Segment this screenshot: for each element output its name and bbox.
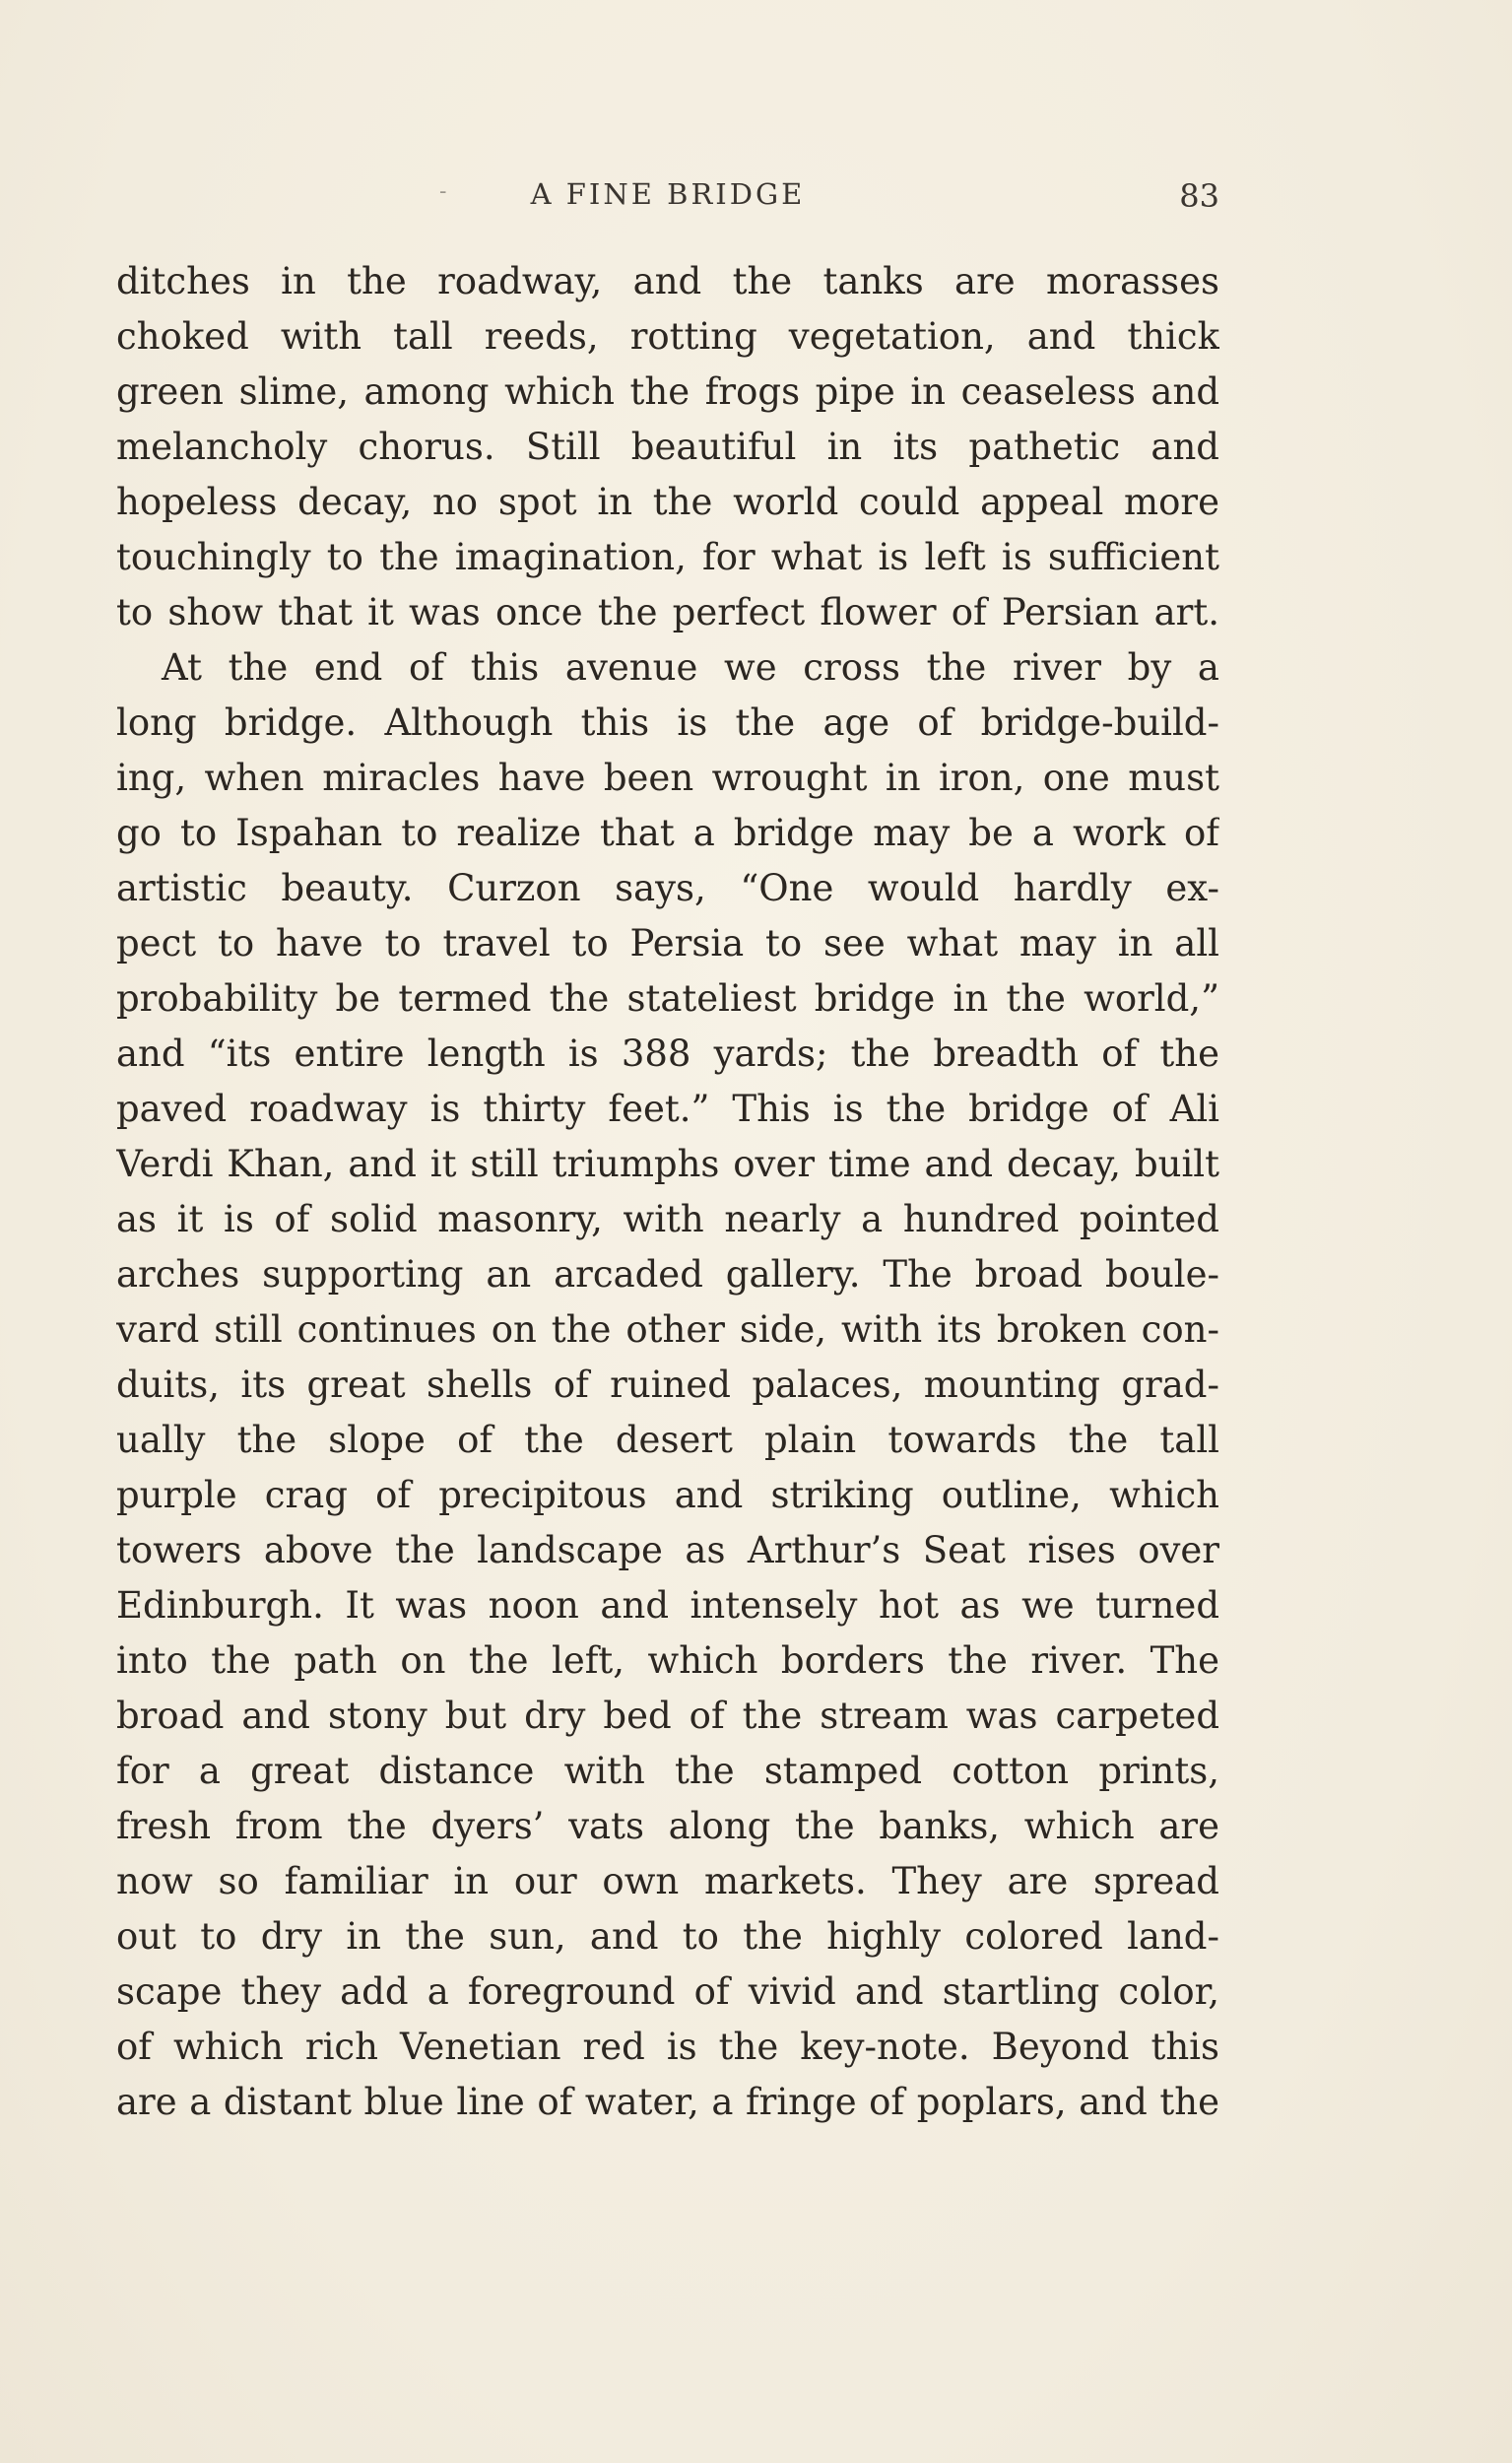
text-line: touchingly to the imagination, for what is left is sufficient [116, 536, 1219, 578]
header-dash: - [439, 179, 447, 204]
text-line: towers above the landscape as Arthur’s Seat rises over [116, 1529, 1219, 1571]
text-line-paragraph-start: At the end of this avenue we cross the river by a [162, 646, 1219, 689]
text-line: pect to have to travel to Persia to see what may in all [116, 922, 1219, 965]
text-line: and “its entire length is 388 yards; the breadth of the [116, 1032, 1219, 1075]
text-line: of which rich Venetian red is the key-note. Beyond this [116, 2026, 1219, 2068]
text-line: vard still continues on the other side, with its broken con- [116, 1308, 1219, 1351]
text-line: for a great distance with the stamped cotton prints, [116, 1750, 1219, 1792]
body-text [116, 254, 1219, 2130]
text-line: artistic beauty. Curzon says, “One would hardly ex- [116, 867, 1219, 909]
text-line: to show that it was once the perfect flower of Persian art. [116, 591, 1219, 633]
text-line: melancholy chorus. Still beautiful in its pathetic and [116, 426, 1219, 468]
text-line: choked with tall reeds, rotting vegetation, and thick [116, 315, 1219, 358]
text-line: arches supporting an arcaded gallery. The broad boule- [116, 1253, 1219, 1296]
text-line: Verdi Khan, and it still triumphs over time and decay, built [116, 1143, 1219, 1185]
running-head [116, 175, 1219, 215]
text-line: hopeless decay, no spot in the world could appeal more [116, 481, 1219, 523]
text-line: scape they add a foreground of vivid and startling color, [116, 1970, 1219, 2013]
text-line: paved roadway is thirty feet.” This is the bridge of Ali [116, 1088, 1219, 1130]
text-line: are a distant blue line of water, a fringe of poplars, and the [116, 2081, 1219, 2123]
text-line: go to Ispahan to realize that a bridge may be a work of [116, 812, 1219, 854]
text-line: ually the slope of the desert plain towards the tall [116, 1419, 1219, 1461]
text-line: fresh from the dyers’ vats along the banks, which are [116, 1805, 1219, 1847]
page-number: 83 [1179, 177, 1219, 215]
text-line: broad and stony but dry bed of the stream was carpeted [116, 1695, 1219, 1737]
text-line: long bridge. Although this is the age of bridge-build- [116, 701, 1219, 744]
text-line: probability be termed the stateliest bridge in the world,” [116, 977, 1219, 1020]
text-line: now so familiar in our own markets. They are spread [116, 1860, 1219, 1902]
text-line: green slime, among which the frogs pipe in ceaseless and [116, 370, 1219, 413]
chapter-title: A FINE BRIDGE [530, 177, 806, 211]
text-line: Edinburgh. It was noon and intensely hot as we turned [116, 1584, 1219, 1627]
text-line: out to dry in the sun, and to the highly colored land- [116, 1915, 1219, 1958]
text-line: into the path on the left, which borders the river. The [116, 1639, 1219, 1682]
text-line: duits, its great shells of ruined palaces, mounting grad- [116, 1364, 1219, 1406]
text-line: ditches in the roadway, and the tanks are morasses [116, 260, 1219, 302]
text-line: as it is of solid masonry, with nearly a hundred pointed [116, 1198, 1219, 1240]
text-line: ing, when miracles have been wrought in iron, one must [116, 757, 1219, 799]
text-line: purple crag of precipitous and striking outline, which [116, 1474, 1219, 1516]
